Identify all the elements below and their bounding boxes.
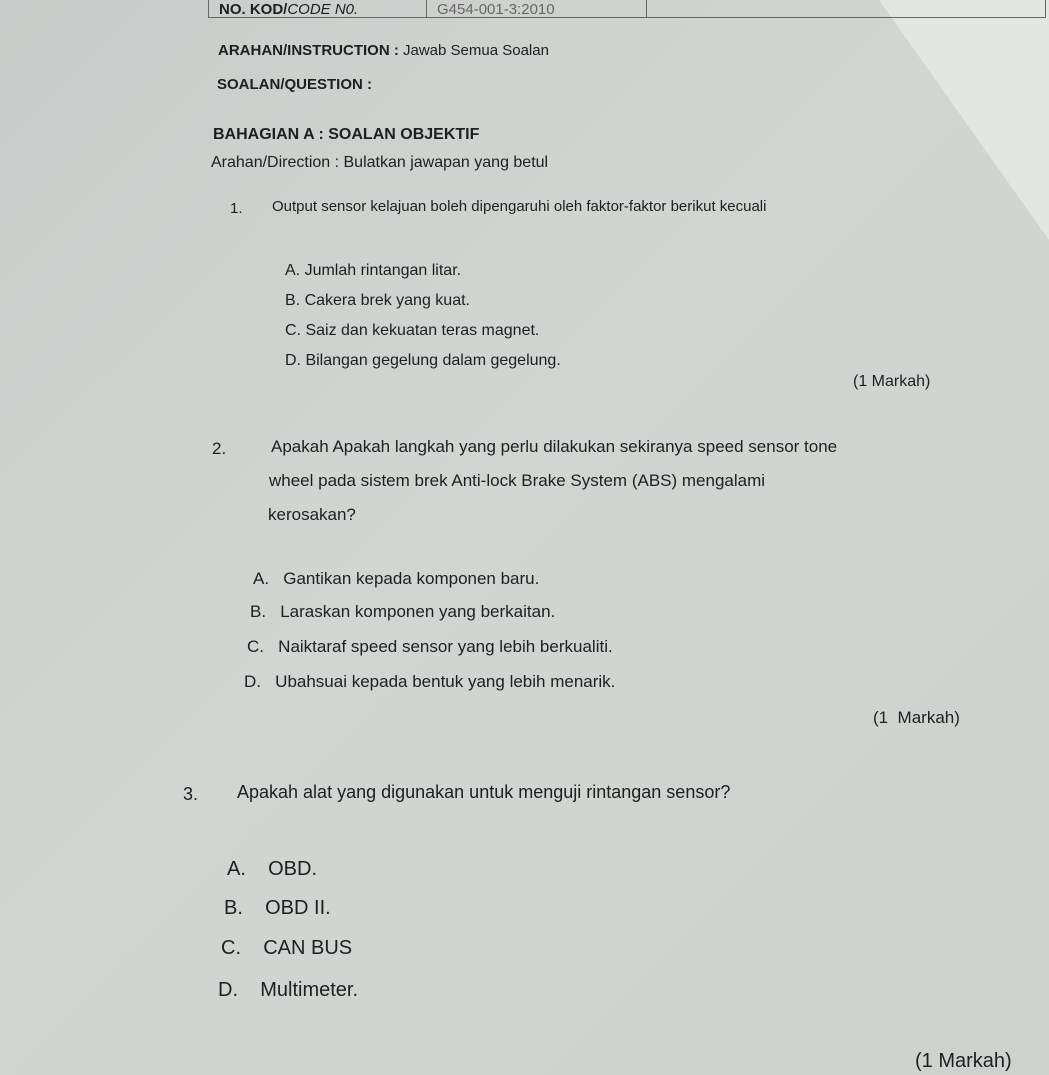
q3-text: Apakah alat yang digunakan untuk menguji rintangan sensor? — [237, 782, 731, 802]
instruction — [218, 42, 549, 59]
code-label-ms: NO. KOD/ — [219, 1, 288, 18]
q1-option-c[interactable]: C. Saiz dan kekuatan teras magnet. — [285, 322, 540, 339]
q2-number: 2. — [212, 439, 227, 458]
q1-number: 1. — [230, 200, 243, 217]
q3-number: 3. — [183, 784, 199, 804]
q1-option-a[interactable]: A. Jumlah rintangan litar. — [285, 262, 462, 279]
section-direction: Arahan/Direction : Bulatkan jawapan yang betul — [211, 154, 549, 171]
q1-marks: (1 Markah) — [853, 373, 931, 390]
q2-line-3: kerosakan? — [268, 505, 356, 524]
q3-option-d[interactable]: D. Multimeter. — [218, 979, 359, 1001]
q3-option-a[interactable]: A. OBD. — [227, 858, 318, 880]
q1-option-d[interactable]: D. Bilangan gegelung dalam gegelung. — [285, 352, 561, 369]
code-header-table — [208, 0, 1046, 18]
q3-option-c[interactable]: C. CAN BUS — [221, 937, 353, 959]
q2-option-b[interactable]: B. Laraskan komponen yang berkaitan. — [250, 602, 556, 621]
code-label — [209, 0, 427, 17]
q2-option-a[interactable]: A. Gantikan kepada komponen baru. — [253, 569, 540, 588]
q2-line-1: Apakah Apakah langkah yang perlu dilakukan sekiranya speed sensor tone — [271, 437, 838, 456]
section-title: BAHAGIAN A : SOALAN OBJEKTIF — [213, 126, 480, 143]
q2-option-c[interactable]: C. Naiktaraf speed sensor yang lebih berkualiti. — [247, 637, 613, 656]
instruction-text: Jawab Semua Soalan — [403, 42, 549, 59]
code-value: G454-001-3:2010 — [427, 0, 647, 17]
q2-marks: (1 Markah) — [873, 708, 960, 727]
paper-fold — [879, 0, 1049, 240]
question-label: SOALAN/QUESTION : — [217, 76, 373, 93]
q2-line-2: wheel pada sistem brek Anti-lock Brake System (ABS) mengalami — [269, 471, 766, 490]
instruction-label: ARAHAN/INSTRUCTION : — [218, 42, 399, 59]
q1-option-b[interactable]: B. Cakera brek yang kuat. — [285, 292, 470, 309]
q2-option-d[interactable]: D. Ubahsuai kepada bentuk yang lebih menarik. — [244, 672, 616, 691]
code-label-en: CODE N0. — [287, 1, 359, 18]
q3-option-b[interactable]: B. OBD II. — [224, 897, 331, 919]
q1-text: Output sensor kelajuan boleh dipengaruhi oleh faktor-faktor berikut kecuali — [272, 198, 767, 215]
q3-marks: (1 Markah) — [915, 1050, 1012, 1072]
